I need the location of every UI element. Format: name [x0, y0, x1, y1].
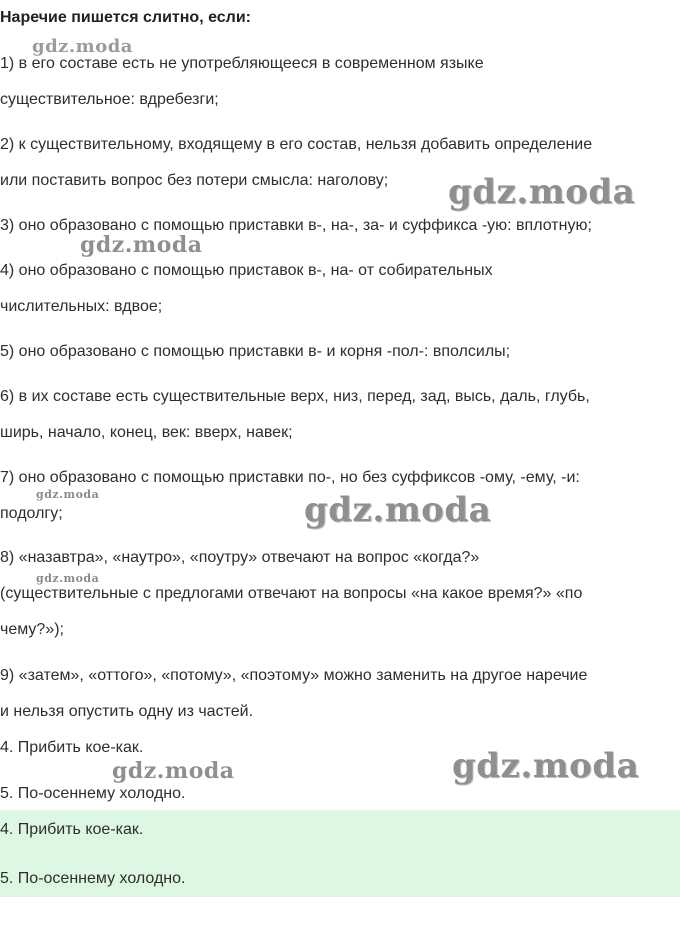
text-line: 7) оно образовано с помощью приставки по-, но без суффиксов -ому, -ему, -и:: [0, 469, 580, 486]
text-line: 5. По-осеннему холодно.: [0, 785, 186, 802]
text-line: 4. Прибить кое-как.: [0, 739, 144, 756]
watermark: gdz.moda: [80, 232, 203, 258]
text-line: числительных: вдвое;: [0, 298, 163, 315]
text-line: чему?»);: [0, 621, 64, 638]
text-line: или поставить вопрос без потери смысла: наголову;: [0, 172, 389, 189]
text-line: 5) оно образовано с помощью приставки в- и корня -пол-: вполсилы;: [0, 343, 511, 360]
watermark: gdz.moda: [448, 172, 636, 212]
watermark: gdz.moda: [36, 572, 100, 585]
watermark: gdz.moda: [32, 36, 133, 57]
watermark: gdz.moda: [36, 488, 100, 501]
text-line: 6) в их составе есть существительные верх, низ, перед, зад, высь, даль, глубь,: [0, 388, 590, 405]
watermark: gdz.moda: [304, 490, 492, 530]
text-line: 4) оно образовано с помощью приставок в-, на- от собирательных: [0, 262, 493, 279]
text-line: и нельзя опустить одну из частей.: [0, 703, 254, 720]
text-line: существительное: вдребезги;: [0, 91, 219, 108]
text-line: подолгу;: [0, 505, 63, 522]
watermark: gdz.moda: [112, 758, 235, 784]
heading: Наречие пишется слитно, если:: [0, 9, 251, 26]
answer-line: 4. Прибить кое-как.: [0, 821, 144, 838]
text-line: 9) «затем», «оттого», «потому», «поэтому» можно заменить на другое наречие: [0, 667, 588, 684]
text-line: (существительные с предлогами отвечают на вопросы «на какое время?» «по: [0, 585, 583, 602]
text-line: 8) «назавтра», «наутро», «поутру» отвечают на вопрос «когда?»: [0, 549, 480, 566]
text-line: 1) в его составе есть не употребляющееся в современном языке: [0, 55, 484, 72]
text-line: 3) оно образовано с помощью приставки в-, на-, за- и суффикса -ую: вплотную;: [0, 217, 592, 234]
answer-line: 5. По-осеннему холодно.: [0, 870, 186, 887]
text-line: ширь, начало, конец, век: вверх, навек;: [0, 424, 293, 441]
answer-box: [0, 810, 680, 897]
text-line: 2) к существительному, входящему в его состав, нельзя добавить определение: [0, 136, 593, 153]
watermark: gdz.moda: [452, 746, 640, 786]
